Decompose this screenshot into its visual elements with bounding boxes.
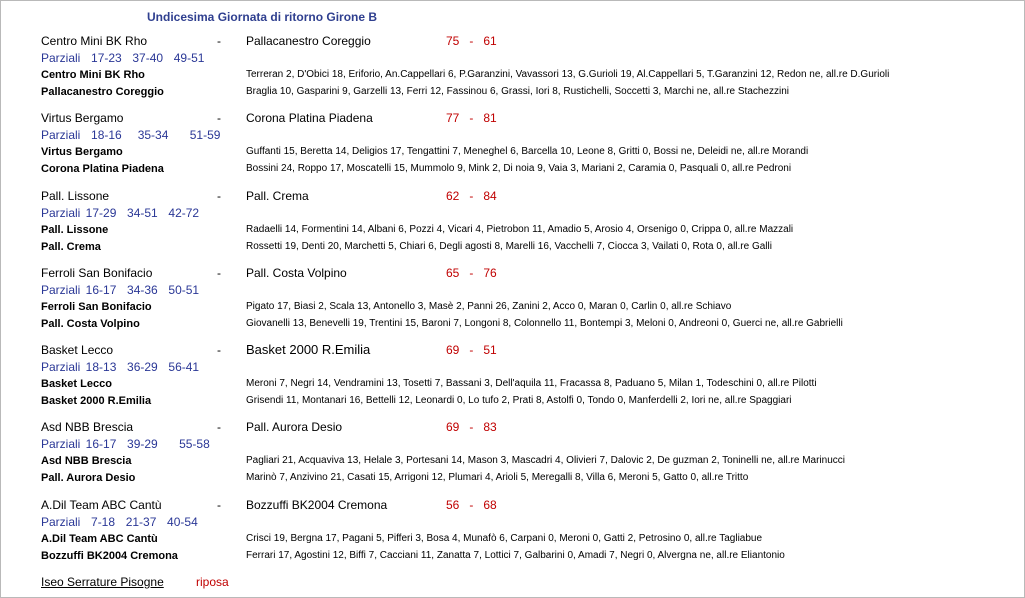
home-roster: Crisci 19, Bergna 17, Pagani 5, Pifferi 3, Bosa 4, Munafò 6, Carpani 0, Meroni 0, Gatti 2, Petrosino 0, all.re Tagliabue xyxy=(246,533,763,544)
match-partials: Parziali 18-13 36-29 56-41 xyxy=(41,360,200,374)
home-team-bold: Ferroli San Bonifacio xyxy=(41,301,152,313)
away-team-bold: Bozzuffi BK2004 Cremona xyxy=(41,550,178,562)
match-partials: Parziali 16-17 39-29 55-58 xyxy=(41,437,210,451)
match-away-team: Pall. Aurora Desio xyxy=(246,420,343,434)
away-roster: Ferrari 17, Agostini 12, Biffi 7, Cacciani 11, Zanatta 7, Lottici 7, Galbarini 0, Amadi 7, Negri 0, Alvergna ne, all.re Eliantonio xyxy=(246,550,785,561)
match-separator: - xyxy=(217,266,221,280)
home-roster: Terreran 2, D'Obici 18, Eriforio, An.Cappellari 6, P.Garanzini, Vavassori 13, G.Gurioli 19, Al.Cappellari 5, T.Garanzini 12, Redon ne, all.re D.Gurioli xyxy=(246,69,890,80)
match-block xyxy=(0,266,1025,344)
away-team-bold: Pallacanestro Coreggio xyxy=(41,86,164,98)
match-home-team: Virtus Bergamo xyxy=(41,111,124,125)
match-score: 69 - 51 xyxy=(446,343,497,357)
match-block xyxy=(0,343,1025,421)
home-team-bold: Virtus Bergamo xyxy=(41,146,123,158)
match-separator: - xyxy=(217,420,221,434)
match-home-team: Asd NBB Brescia xyxy=(41,420,134,434)
bye-label: riposa xyxy=(196,575,229,589)
match-home-team: Ferroli San Bonifacio xyxy=(41,266,153,280)
match-separator: - xyxy=(217,189,221,203)
match-score: 69 - 83 xyxy=(446,420,497,434)
away-team-bold: Pall. Costa Volpino xyxy=(41,318,140,330)
away-roster: Marinò 7, Anzivino 21, Casati 15, Arrigoni 12, Plumari 4, Arioli 5, Meregalli 8, Villa 6, Meroni 5, Gatto 0, all.re Tritto xyxy=(246,472,749,483)
match-block xyxy=(0,498,1025,576)
match-score: 75 - 61 xyxy=(446,34,497,48)
page-title: Undicesima Giornata di ritorno Girone B xyxy=(147,10,378,24)
match-away-team: Pall. Crema xyxy=(246,189,309,203)
match-block xyxy=(0,189,1025,267)
match-block xyxy=(0,111,1025,189)
home-team-bold: Basket Lecco xyxy=(41,378,112,390)
home-roster: Pagliari 21, Acquaviva 13, Helale 3, Portesani 14, Mason 3, Mascadri 4, Olivieri 7, Dalovic 2, De guzman 2, Toninelli ne, all.re Marinucci xyxy=(246,455,845,466)
match-separator: - xyxy=(217,343,221,357)
home-team-bold: Centro Mini BK Rho xyxy=(41,69,145,81)
match-score: 62 - 84 xyxy=(446,189,497,203)
away-roster: Bossini 24, Roppo 17, Moscatelli 15, Mummolo 9, Mink 2, Di noia 9, Vaia 3, Mariani 2, Caramia 0, Pasquali 0, all.re Pedroni xyxy=(246,163,792,174)
match-away-team: Corona Platina Piadena xyxy=(246,111,373,125)
away-team-bold: Corona Platina Piadena xyxy=(41,163,164,175)
match-block xyxy=(0,420,1025,498)
match-home-team: Pall. Lissone xyxy=(41,189,110,203)
home-roster: Guffanti 15, Beretta 14, Deligios 17, Tengattini 7, Meneghel 6, Barcella 10, Leone 8, Gritti 0, Bossi ne, Deleidi ne, all.re Morandi xyxy=(246,146,809,157)
match-partials: Parziali 18-16 35-34 51-59 xyxy=(41,128,221,142)
match-block xyxy=(0,34,1025,112)
match-score: 65 - 76 xyxy=(446,266,497,280)
match-away-team: Bozzuffi BK2004 Cremona xyxy=(246,498,388,512)
match-score: 77 - 81 xyxy=(446,111,497,125)
away-roster: Braglia 10, Gasparini 9, Garzelli 13, Ferri 12, Fassinou 6, Grassi, Iori 8, Rustichelli, Soccetti 3, Marchi ne, all.re Stachezzini xyxy=(246,86,790,97)
match-separator: - xyxy=(217,111,221,125)
match-away-team: Pallacanestro Coreggio xyxy=(246,34,371,48)
match-separator: - xyxy=(217,34,221,48)
match-away-team: Basket 2000 R.Emilia xyxy=(246,342,371,357)
bye-team-link[interactable]: Iseo Serrature Pisogne xyxy=(41,575,164,589)
home-team-bold: Asd NBB Brescia xyxy=(41,455,132,467)
home-roster: Pigato 17, Biasi 2, Scala 13, Antonello 3, Masè 2, Panni 26, Zanini 2, Acco 0, Maran 0, Carlin 0, all.re Schiavo xyxy=(246,301,732,312)
away-roster: Rossetti 19, Denti 20, Marchetti 5, Chiari 6, Degli agosti 8, Marelli 16, Vacchelli 7, Ciocca 3, Vailati 0, Rota 0, all.re Galli xyxy=(246,241,772,252)
away-team-bold: Basket 2000 R.Emilia xyxy=(41,395,152,407)
match-score: 56 - 68 xyxy=(446,498,497,512)
match-partials: Parziali 7-18 21-37 40-54 xyxy=(41,515,198,529)
match-home-team: Centro Mini BK Rho xyxy=(41,34,148,48)
away-roster: Giovanelli 13, Benevelli 19, Trentini 15, Baroni 7, Longoni 8, Colonnello 11, Bontempi 3, Meloni 0, Andreoni 0, Guerci ne, all.re Gabrielli xyxy=(246,318,843,329)
away-roster: Grisendi 11, Montanari 16, Bettelli 12, Leonardi 0, Lo tufo 2, Prati 8, Astolfi 0, Tondo 0, Manferdelli 2, Iori ne, all.re Spaggiari xyxy=(246,395,792,406)
match-away-team: Pall. Costa Volpino xyxy=(246,266,347,280)
away-team-bold: Pall. Crema xyxy=(41,241,101,253)
match-partials: Parziali 17-29 34-51 42-72 xyxy=(41,206,200,220)
away-team-bold: Pall. Aurora Desio xyxy=(41,472,136,484)
home-team-bold: A.Dil Team ABC Cantù xyxy=(41,533,158,545)
match-separator: - xyxy=(217,498,221,512)
home-roster: Radaelli 14, Formentini 14, Albani 6, Pozzi 4, Vicari 4, Pietrobon 11, Amadio 5, Arosio 4, Orsenigo 0, Crippa 0, all.re Mazzali xyxy=(246,224,794,235)
home-roster: Meroni 7, Negri 14, Vendramini 13, Tosetti 7, Bassani 3, Dell'aquila 11, Fracassa 8, Paduano 5, Milan 1, Todeschini 0, all.re Pilotti xyxy=(246,378,817,389)
match-partials: Parziali 17-23 37-40 49-51 xyxy=(41,51,205,65)
home-team-bold: Pall. Lissone xyxy=(41,224,109,236)
match-partials: Parziali 16-17 34-36 50-51 xyxy=(41,283,200,297)
match-home-team: A.Dil Team ABC Cantù xyxy=(41,498,162,512)
match-home-team: Basket Lecco xyxy=(41,343,114,357)
